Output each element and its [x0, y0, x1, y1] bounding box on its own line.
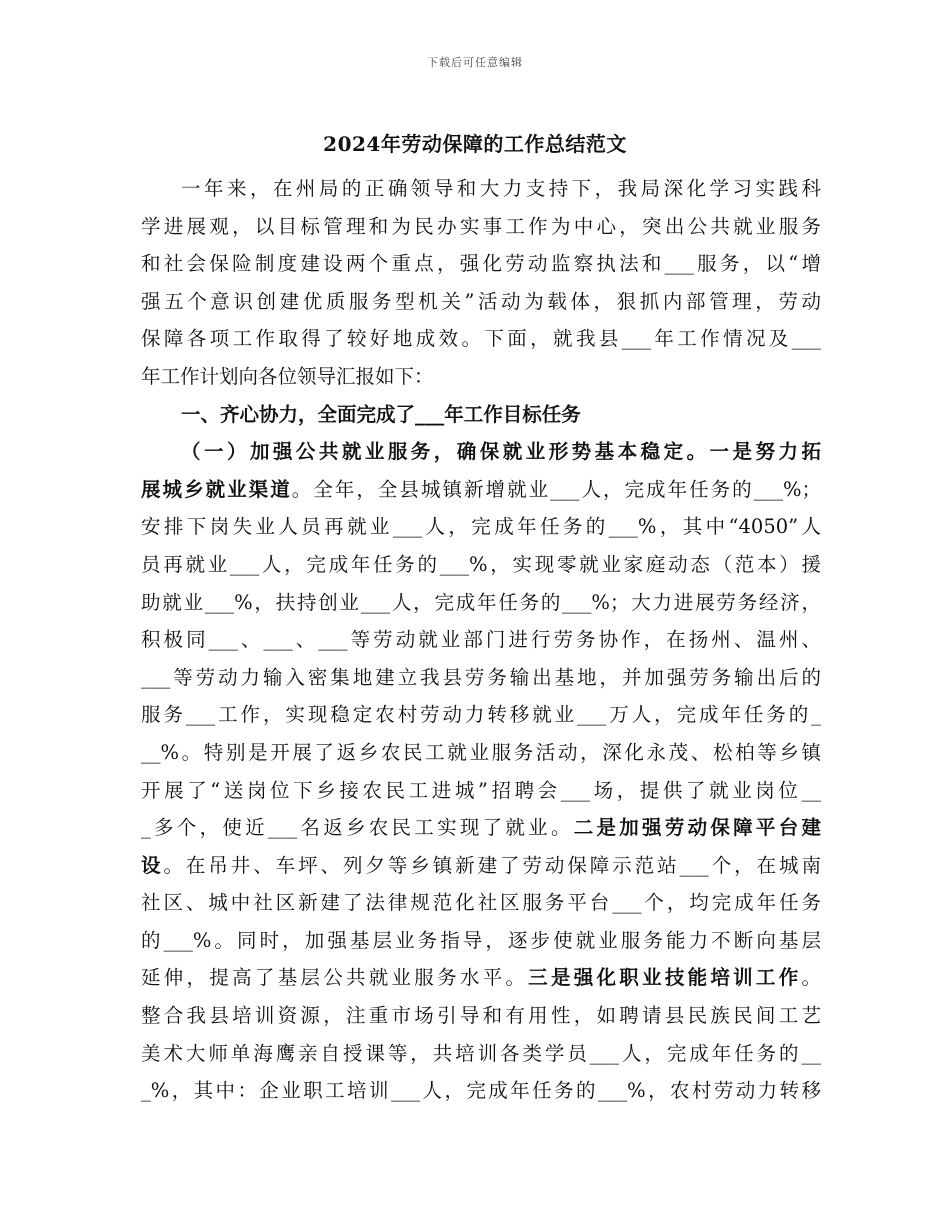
- bold-text-segment: （一）加强公共就业服务，确保就业形势基本稳定。一是努力拓: [181, 440, 821, 464]
- text-line: [141, 997, 821, 1035]
- text-line: [141, 772, 821, 810]
- text-segment: 年工作计划向各位领导汇报如下：: [141, 364, 434, 388]
- text-segment: 员再就业___人，完成年任务的___%，实现零就业家庭动态（范本）援: [141, 552, 821, 576]
- text-segment: 开展了“送岗位下乡接农民工进城”招聘会___场，提供了就业岗位__: [141, 778, 821, 802]
- bold-text-segment: 三是强化职业技能培训工作: [528, 966, 802, 990]
- text-segment: 服务___工作，实现稳定农村劳动力转移就业___万人，完成年任务的_: [141, 703, 821, 727]
- text-segment: 一、齐心协力，全面完成了___年工作目标任务: [181, 402, 581, 426]
- text-line: [141, 208, 821, 246]
- bold-text-segment: 二是加强劳动保障平台建: [573, 816, 821, 840]
- text-line: [141, 696, 821, 734]
- page-title: 2024年劳动保障的工作总结范文: [323, 132, 627, 156]
- text-line: [141, 584, 821, 622]
- text-line: [141, 659, 821, 697]
- text-line: [141, 621, 821, 659]
- text-segment: 。全年，全县城镇新增就业___人，完成年任务的___%；: [291, 477, 821, 501]
- bold-text-segment: 设: [141, 853, 164, 877]
- text-segment: _多个，使近___名返乡农民工实现了就业。: [141, 816, 574, 840]
- text-line: [141, 1035, 821, 1073]
- text-segment: 社区、城中社区新建了法律规范化社区服务平台___个，均完成年任务: [141, 891, 821, 915]
- text-line: [141, 433, 821, 471]
- document-body: [141, 170, 821, 1110]
- text-line: [141, 734, 821, 772]
- text-segment: __%。特别是开展了返乡农民工就业服务活动，深化永茂、松柏等乡镇: [141, 740, 821, 764]
- text-segment: 一年来，在州局的正确领导和大力支持下，我局深化学习实践科: [181, 177, 821, 200]
- text-line: [141, 546, 821, 584]
- text-segment: 的___%。同时，加强基层业务指导，逐步使就业服务能力不断向基层: [141, 928, 821, 952]
- bold-text-segment: 展城乡就业渠道: [141, 477, 292, 501]
- text-line: [141, 245, 821, 283]
- text-line: [141, 508, 821, 546]
- text-line: [141, 170, 821, 208]
- text-segment: 积极同___、___、___等劳动就业部门进行劳务协作，在扬州、温州、: [141, 628, 821, 652]
- text-segment: 美术大师单海鹰亲自授课等，共培训各类学员___人，完成年任务的__: [141, 1041, 821, 1065]
- text-segment: 保障各项工作取得了较好地成效。下面，就我县___年工作情况及___: [141, 327, 821, 351]
- header-note: 下载后可任意编辑: [427, 56, 523, 69]
- text-line: [141, 884, 821, 922]
- text-line: [141, 283, 821, 321]
- text-segment: 助就业___%，扶持创业___人，完成年任务的___%；大力进展劳务经济，: [141, 590, 821, 614]
- text-segment: 强五个意识创建优质服务型机关”活动为载体，狠抓内部管理，劳动: [141, 289, 821, 313]
- text-line: [141, 959, 821, 997]
- text-line: [141, 471, 821, 509]
- text-line: [141, 847, 821, 885]
- text-line: [141, 922, 821, 960]
- text-line: [141, 809, 821, 847]
- text-segment: 。在吊井、车坪、列夕等乡镇新建了劳动保障示范站___个，在城南: [163, 853, 821, 877]
- text-segment: _%，其中：企业职工培训___人，完成年任务的___%，农村劳动力转移: [141, 1079, 821, 1103]
- text-segment: 学进展观，以目标管理和为民办实事工作为中心，突出公共就业服务: [141, 214, 821, 238]
- text-line: [141, 1072, 821, 1110]
- text-segment: 安排下岗失业人员再就业___人，完成年任务的___%，其中“4050”人: [141, 515, 821, 539]
- text-line: [141, 396, 821, 434]
- text-segment: 和社会保险制度建设两个重点，强化劳动监察执法和___服务，以“增: [141, 252, 821, 276]
- text-segment: 延伸，提高了基层公共就业服务水平。: [141, 966, 529, 990]
- text-line: [141, 320, 821, 358]
- text-segment: 整合我县培训资源，注重市场引导和有用性，如聘请县民族民间工艺: [141, 1004, 821, 1028]
- text-segment: 。: [801, 966, 821, 990]
- text-segment: ___等劳动力输入密集地建立我县劳务输出基地，并加强劳务输出后的: [141, 665, 821, 689]
- text-line: [141, 358, 821, 396]
